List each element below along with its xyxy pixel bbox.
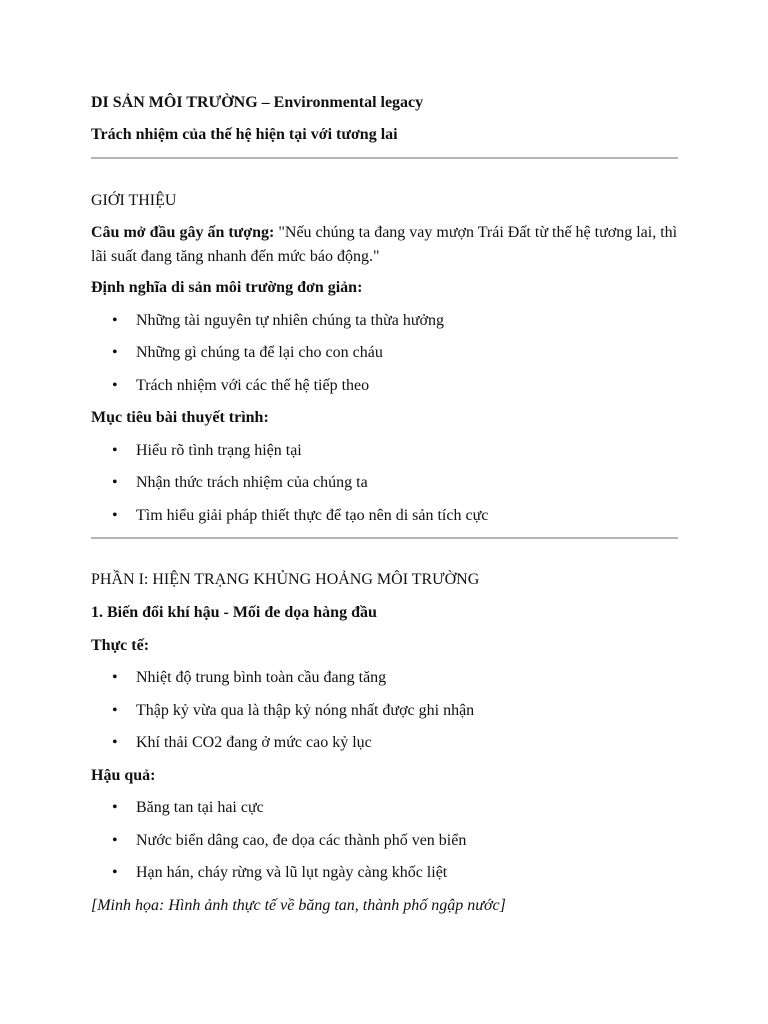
document-title: DI SẢN MÔI TRƯỜNG – Environmental legacy [91,94,424,111]
list-item-text: Tìm hiểu giải pháp thiết thực để tạo nên di sản tích cực [136,507,489,524]
bullet-marker: • [112,312,118,329]
bullet-marker: • [112,832,118,849]
list-item-text: Nhiệt độ trung bình toàn cầu đang tăng [136,669,387,686]
hook-paragraph [91,221,678,269]
bullet-marker: • [112,734,118,751]
facts-label: Thực tế: [91,637,150,654]
list-item-text: Thập kỷ vừa qua là thập kỷ nóng nhất được ghi nhận [136,702,475,719]
definition-label: Định nghĩa di sản môi trường đơn giản: [91,279,363,296]
list-item-text: Khí thải CO2 đang ở mức cao kỷ lục [136,734,372,751]
subsection-title: 1. Biến đổi khí hậu - Mối đe dọa hàng đầu [91,604,377,621]
list-item-text: Những tài nguyên tự nhiên chúng ta thừa hưởng [136,312,444,329]
list-item-text: Hiểu rõ tình trạng hiện tại [136,442,302,459]
bullet-marker: • [112,507,118,524]
divider [91,537,678,539]
list-item-text: Nhận thức trách nhiệm của chúng ta [136,474,368,491]
bullet-marker: • [112,702,118,719]
bullet-marker: • [112,344,118,361]
bullet-marker: • [112,442,118,459]
list-item-text: Trách nhiệm với các thế hệ tiếp theo [136,377,370,394]
list-item-text: Hạn hán, cháy rừng và lũ lụt ngày càng khốc liệt [136,864,448,881]
hook-quote: "Nếu chúng ta đang vay mượn Trái Đất từ thế hệ tương lai, thì lãi suất đang tăng nhanh đến mức báo động." [91,224,678,265]
list-item-text: Nước biển dâng cao, đe dọa các thành phố ven biển [136,832,467,849]
goals-label: Mục tiêu bài thuyết trình: [91,409,269,426]
bullet-marker: • [112,669,118,686]
bullet-marker: • [112,377,118,394]
bullet-marker: • [112,799,118,816]
section-heading-intro: GIỚI THIỆU [91,192,177,209]
list-item-text: Băng tan tại hai cực [136,799,264,816]
consequences-label: Hậu quả: [91,767,156,784]
bullet-marker: • [112,864,118,881]
list-item-text: Những gì chúng ta để lại cho con cháu [136,344,383,361]
hook-label: Câu mở đầu gây ấn tượng: [91,224,275,241]
section-heading-part1: PHẦN I: HIỆN TRẠNG KHỦNG HOẢNG MÔI TRƯỜNG [91,571,480,588]
divider [91,157,678,159]
illustration-caption: [Minh họa: Hình ảnh thực tế về băng tan, thành phố ngập nước] [91,897,506,914]
bullet-marker: • [112,474,118,491]
document-subtitle: Trách nhiệm của thế hệ hiện tại với tương lai [91,126,398,143]
